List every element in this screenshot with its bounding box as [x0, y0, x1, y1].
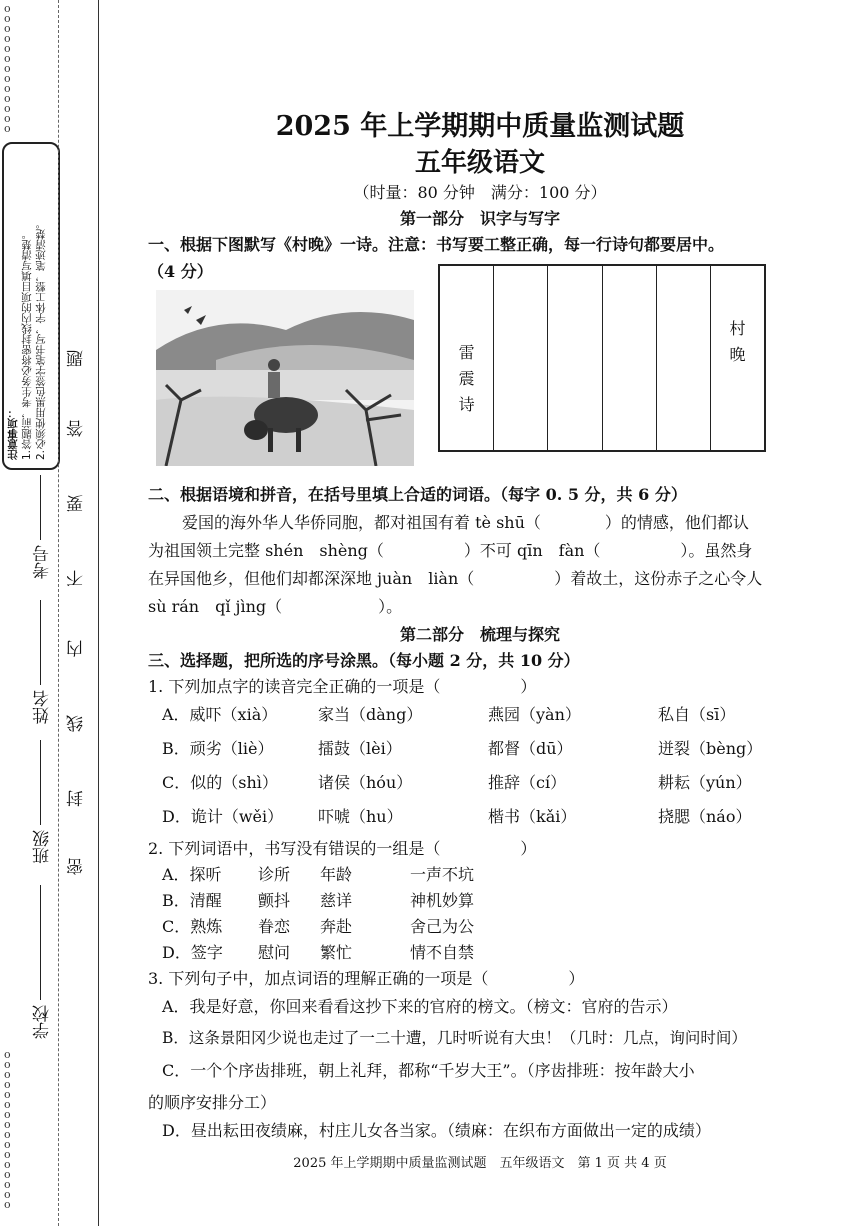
grid-col-title-text	[711, 316, 764, 368]
q3-3-option-b[interactable]: B．这条景阳冈少说也走过了一二十遭，几时听说有大虫！（几时：几点，询问时间）	[162, 1029, 747, 1047]
label-name: 姓名	[33, 690, 53, 724]
page-footer: 2025 年上学期期中质量监测试题 五年级语文 第 1 页 共 4 页	[293, 1156, 667, 1171]
seal-dashed-line	[58, 0, 59, 1226]
q2-line-1: 爱国的海外华人华侨同胞，都对祖国有着 tè shū（ ）的情感，他们都认	[182, 513, 749, 532]
part1-heading: 第一部分 识字与写字	[399, 209, 560, 228]
q3-1-option-a-3: 燕园（yàn）	[488, 705, 581, 724]
q2-line-2: 为祖国领土完整 shén shèng（ ）不可 qīn fàn（ ）。虽然身	[148, 541, 753, 560]
part2-heading: 第二部分 梳理与探究	[399, 625, 560, 644]
q3-1-option-b-3: 都督（dū）	[488, 739, 573, 758]
grid-col-author	[440, 266, 494, 450]
subject-title: 五年级语文	[414, 148, 545, 178]
q3-heading: 三、选择题，把所选的序号涂黑。（每小题 2 分，共 10 分）	[148, 651, 580, 670]
poem-illustration	[156, 290, 414, 466]
seal-char-5: 内	[67, 640, 87, 657]
notice-title: 注意事项：	[7, 407, 19, 460]
q3-3-option-c-line2: 的顺序安排分工）	[148, 1093, 277, 1112]
q3-3-option-d[interactable]: D．昼出耘田夜绩麻，村庄儿女各当家。（绩麻：在织布方面做出一定的成绩）	[162, 1121, 711, 1140]
author-char-3: 诗	[458, 395, 475, 414]
q3-2-option-a-1[interactable]: A．探听	[162, 865, 222, 884]
q3-2-option-b-2: 颤抖	[258, 891, 291, 910]
q3-2-option-c-3: 奔赴	[320, 917, 353, 936]
q3-3-stem: 3. 下列句子中，加点词语的理解正确的一项是（ ）	[148, 969, 585, 988]
label-school: 学校	[33, 1005, 53, 1039]
notice-item-2: 2.必须使用黑色签字笔书写，字体工整，笔迹清楚。	[35, 218, 47, 460]
seal-char-4: 不	[67, 570, 87, 587]
q3-2-option-b-3: 慈详	[320, 891, 353, 910]
q3-2-option-c-4: 舍己为公	[410, 917, 475, 936]
q2-heading: 二、根据语境和拼音，在括号里填上合适的词语。（每字 0. 5 分，共 6 分）	[148, 485, 687, 504]
binding-border	[98, 0, 99, 1226]
q3-1-option-a-2: 家当（dàng）	[318, 705, 423, 724]
grid-col-blank-2[interactable]	[548, 266, 602, 450]
school-line	[40, 885, 41, 1000]
q3-1-option-a-4: 私自（sī）	[658, 705, 736, 724]
herd-boy-body	[268, 372, 280, 398]
seal-char-3: 要	[67, 495, 87, 512]
q3-3-option-c-line1[interactable]: C．一个个序齿排班，朝上礼拜，都称“千岁大王”。（序齿排班：按年龄大小	[162, 1061, 695, 1080]
q3-2-option-d-3: 繁忙	[320, 943, 353, 962]
q2-line-4: sù rán qǐ jìng（ ）。	[148, 597, 403, 616]
q1-score: （4 分）	[148, 262, 213, 281]
binding-strip	[0, 0, 100, 1226]
grid-col-author-text	[440, 340, 493, 418]
q3-1-option-d-4: 挠腮（náo）	[658, 807, 752, 826]
exam-title: 2025 年上学期期中质量监测试题	[275, 111, 685, 142]
q3-1-option-d-1[interactable]: D．诡计（wěi）	[162, 807, 284, 826]
author-char-1: 雷	[458, 343, 475, 362]
class-line	[40, 740, 41, 825]
exam-meta: （时量：80 分钟 满分：100 分）	[353, 183, 607, 202]
q3-1-option-d-2: 吓唬（hu）	[318, 807, 403, 826]
q3-2-option-a-2: 诊所	[258, 865, 291, 884]
q3-1-option-b-4: 迸裂（bèng）	[658, 739, 763, 758]
q2-line-3: 在异国他乡，但他们却都深深地 juàn liàn（ ）着故土，这份赤子之心令人	[148, 569, 763, 588]
poem-writing-grid	[438, 264, 766, 452]
q3-2-option-d-2: 慰问	[258, 943, 291, 962]
q3-2-option-c-1[interactable]: C．熟炼	[162, 917, 223, 936]
q3-2-option-b-1[interactable]: B．清醒	[162, 891, 222, 910]
q3-2-option-c-2: 眷恋	[258, 917, 291, 936]
notice-item-1: 1.答题前，考生务必将密封线内的项目填写清楚。	[21, 229, 33, 460]
q3-1-option-b-2: 擂鼓（lèi）	[318, 739, 402, 758]
q3-2-option-d-4: 情不自禁	[410, 943, 475, 962]
q1-instruction: 一、根据下图默写《村晚》一诗。注意：书写要工整正确，每一行诗句都要居中。	[148, 235, 725, 254]
seal-char-7: 封	[67, 790, 87, 807]
q3-2-stem: 2. 下列词语中，书写没有错误的一组是（ ）	[148, 839, 537, 858]
q3-1-stem: 1. 下列加点字的读音完全正确的一项是（ ）	[148, 677, 537, 696]
q3-1-option-c-2: 诸侯（hóu）	[318, 773, 413, 792]
q3-2-option-d-1[interactable]: D．签字	[162, 943, 223, 962]
title-char-2: 晚	[729, 345, 746, 364]
author-char-2: 震	[458, 369, 475, 388]
q3-1-option-c-3: 推辞（cí）	[488, 773, 567, 792]
seal-char-2: 答	[67, 420, 87, 437]
perforation-bottom: o o o o o o o o o o o o o o o o	[4, 1048, 11, 1211]
exam-number-line	[40, 475, 41, 540]
buffalo-head	[244, 420, 268, 440]
herd-boy-head	[268, 359, 280, 371]
grid-col-blank-1[interactable]	[494, 266, 548, 450]
pond-shape	[156, 370, 414, 400]
label-exam-number: 考号	[33, 545, 53, 579]
q3-1-option-c-4: 耕耘（yún）	[658, 773, 752, 792]
notice-text	[6, 150, 48, 460]
name-line	[40, 600, 41, 685]
q3-2-option-b-4: 神机妙算	[410, 891, 475, 910]
q3-1-option-a-1[interactable]: A．威吓（xià）	[162, 705, 278, 724]
q3-1-option-c-1[interactable]: C．似的（shì）	[162, 773, 278, 792]
seal-char-6: 线	[67, 715, 87, 732]
q3-2-option-a-3: 年龄	[320, 865, 353, 884]
q3-1-option-b-1[interactable]: B．顽劣（liè）	[162, 739, 274, 758]
seal-char-1: 题	[67, 350, 87, 367]
grid-col-blank-3[interactable]	[603, 266, 657, 450]
q3-1-option-d-3: 楷书（kǎi）	[488, 807, 577, 826]
grid-col-blank-4[interactable]	[657, 266, 711, 450]
q3-3-option-a[interactable]: A．我是好意，你回来看看这抄下来的官府的榜文。（榜文：官府的告示）	[162, 997, 678, 1016]
seal-char-8: 密	[67, 858, 87, 875]
perforation-top: o o o o o o o o o o o o o	[4, 2, 11, 135]
q3-2-option-a-4: 一声不坑	[410, 865, 475, 884]
title-char-1: 村	[729, 319, 746, 338]
grid-col-title	[711, 266, 764, 450]
label-class: 班级	[33, 830, 53, 864]
